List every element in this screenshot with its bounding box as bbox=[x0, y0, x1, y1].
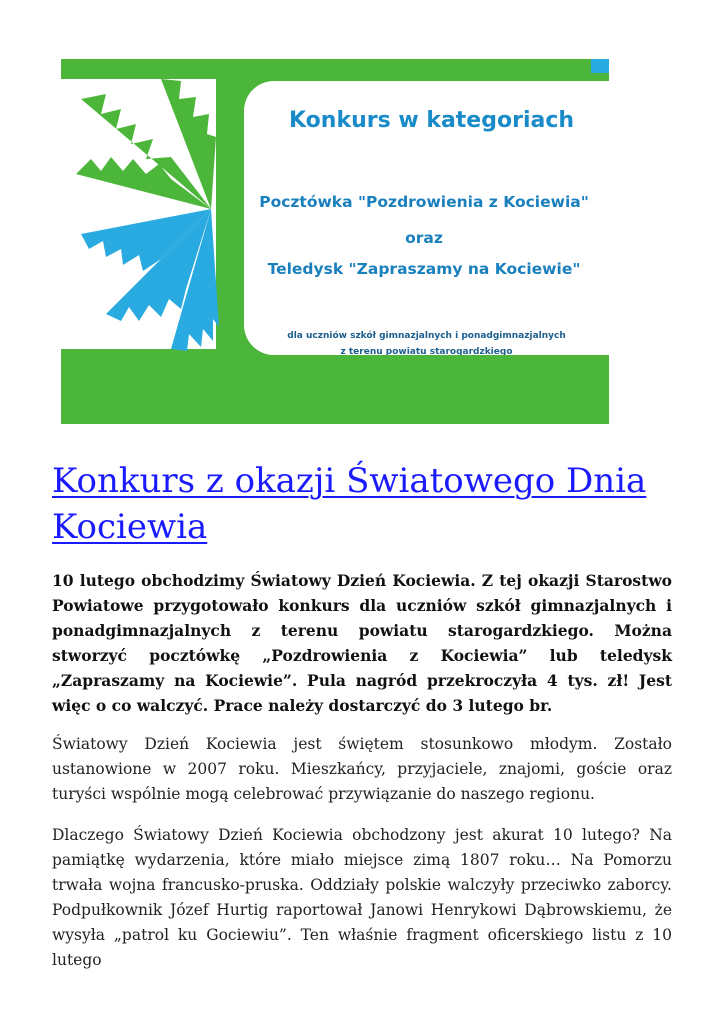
article-paragraph: Światowy Dzień Kociewia jest świętem stosunkowo młodym. Zostało ustanowione w 2007 roku. Mieszkańcy, przyjaciele, znajomi, goście oraz turyści wspólnie mogą celebrować przywiązanie do naszego regionu. bbox=[52, 735, 672, 803]
banner-region: z terenu powiatu starogardzkiego bbox=[340, 347, 513, 355]
banner-audience: dla uczniów szkół gimnazjalnych i ponadgimnazjalnych bbox=[287, 331, 566, 341]
banner-image bbox=[61, 59, 609, 424]
banner-line-postcard: Pocztówka "Pozdrowienia z Kociewia" bbox=[259, 193, 589, 211]
banner-line-video: Teledysk "Zapraszamy na Kociewie" bbox=[267, 260, 581, 278]
article-paragraph: Dlaczego Światowy Dzień Kociewia obchodzony jest akurat 10 lutego? Na pamiątkę wydarzenia, które miało miejsce zimą 1807 roku… Na Pomorzu trwała wojna francusko-pruska. Oddziały polskie walczyły przeciwko zaborcy. Podpułkownik Józef Hurtig raportował Janowi Henrykowi Dąbrowskiemu, że wysyła „patrol ku Gociewiu”. Ten właśnie fragment oficerskiego listu z 10 lutego bbox=[52, 826, 672, 969]
article-lead: 10 lutego obchodzimy Światowy Dzień Kociewia. Z tej okazji Starostwo Powiatowe przygotowało konkurs dla uczniów szkół gimnazjalnych i ponadgimnazjalnych z terenu powiatu starogardzkiego. Można stworzyć pocztówkę „Pozdrowienia z Kociewia” lub teledysk „Zapraszamy na Kociewie”. Pula nagród przekroczyła 4 tys. zł! Jest więc o co walczyć. Prace należy dostarczyć do 3 lutego br. bbox=[52, 571, 672, 715]
banner-heading: Konkurs w kategoriach bbox=[289, 108, 575, 133]
article-title bbox=[52, 458, 677, 550]
banner-line-oraz: oraz bbox=[405, 229, 443, 247]
banner-text-panel bbox=[244, 81, 609, 355]
article-title-link[interactable]: Konkurs z okazji Światowego Dnia Kociewia bbox=[52, 461, 647, 547]
